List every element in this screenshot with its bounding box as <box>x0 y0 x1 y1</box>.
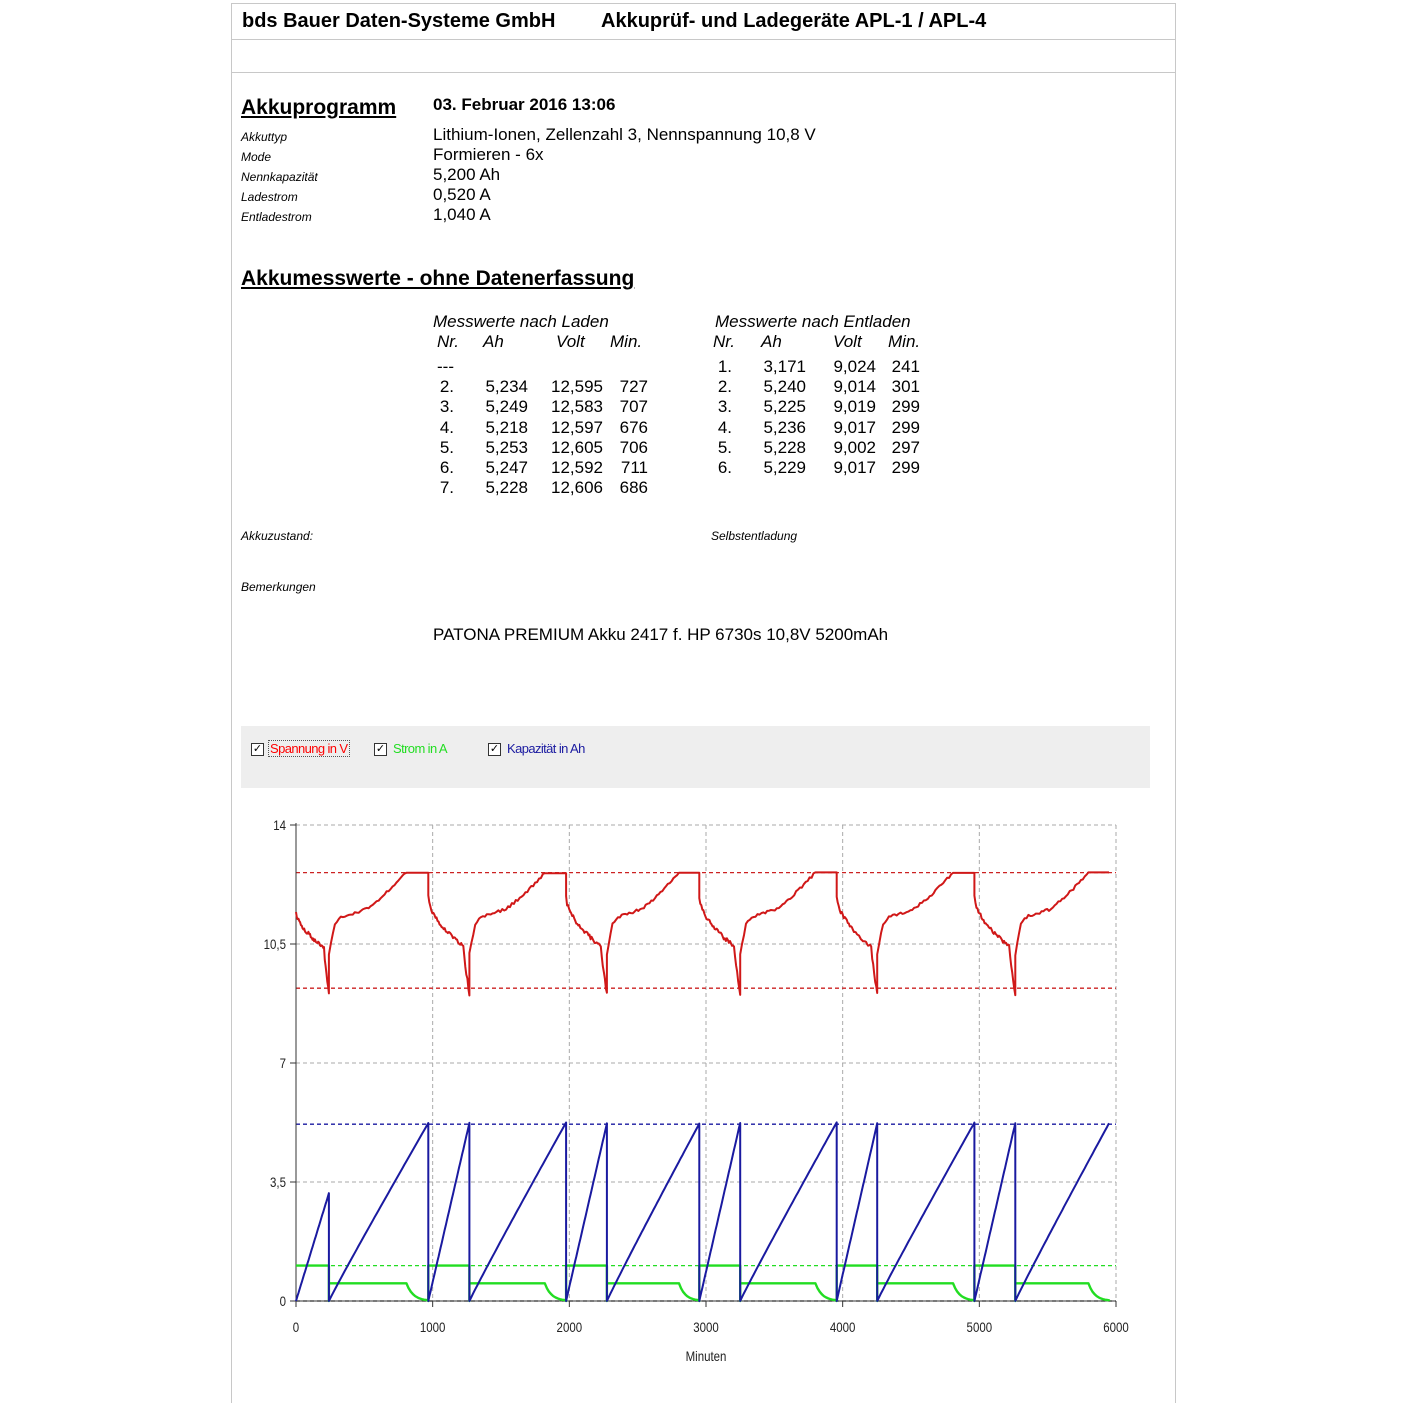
x-tick-label: 1000 <box>419 1318 446 1336</box>
program-datetime: 03. Februar 2016 13:06 <box>433 95 616 114</box>
discharge-table-cell: 241 <box>891 357 920 376</box>
company-name: bds Bauer Daten-Systeme GmbH <box>242 10 556 32</box>
program-title: Akkuprogramm <box>241 96 397 119</box>
capacity-series-line <box>296 1122 1109 1301</box>
discharge-table-cell: 3. <box>717 397 732 417</box>
voltage-series-line <box>296 872 1109 995</box>
field-value-nennkapazitaet: 5,200 Ah <box>433 165 501 184</box>
charge-table-cell: 12,595 <box>551 377 603 397</box>
charge-table-cell: 2. <box>439 377 454 397</box>
legend-current-label[interactable]: Strom in A <box>393 741 447 756</box>
discharge-table-cell: 299 <box>891 458 920 477</box>
discharge-table-cell: 9,014 <box>833 377 876 397</box>
discharge-table-cell: 299 <box>891 397 920 417</box>
discharge-table-cell: 301 <box>891 377 920 397</box>
charge-table-cell: 711 <box>620 458 648 477</box>
charge-table-cell: 707 <box>619 397 648 417</box>
charge-table-cell: 12,606 <box>551 478 603 498</box>
charge-table-cell: 3. <box>439 397 454 417</box>
field-label-ladestrom: Ladestrom <box>241 190 298 204</box>
product-name: Akkuprüf- und Ladegeräte APL-1 / APL-4 <box>601 10 987 32</box>
discharge-table-title: Messwerte nach Entladen <box>715 312 911 331</box>
x-tick-label: 5000 <box>966 1318 993 1336</box>
discharge-table-cell: 1. <box>717 357 732 376</box>
field-label-mode: Mode <box>241 150 272 164</box>
charge-table-header: Ah <box>483 332 504 351</box>
charge-table-cell: 5,228 <box>485 478 528 498</box>
remarks-label: Bemerkungen <box>241 580 316 594</box>
x-tick-label: 2000 <box>556 1318 583 1336</box>
selbstentladung-label: Selbstentladung <box>711 529 798 543</box>
discharge-table-cell: 9,017 <box>833 417 876 437</box>
discharge-table-cell: 9,019 <box>833 397 876 417</box>
charge-table-cell: --- <box>437 357 454 376</box>
charge-table-title: Messwerte nach Laden <box>433 312 609 331</box>
charge-table-cell: 5. <box>439 437 454 457</box>
remarks-text: PATONA PREMIUM Akku 2417 f. HP 6730s 10,8V 5200mAh <box>433 625 889 644</box>
field-value-mode: Formieren - 6x <box>433 145 544 164</box>
current-checkbox[interactable]: ✓ <box>375 743 386 755</box>
charge-table-cell: 12,597 <box>551 417 603 437</box>
y-tick-label: 3,5 <box>270 1173 286 1191</box>
y-tick-label: 14 <box>273 816 286 834</box>
measurements-title: Akkumesswerte - ohne Datenerfassung <box>241 267 635 290</box>
discharge-table-header: Ah <box>761 332 782 351</box>
legend-capacity-label[interactable]: Kapazität in Ah <box>507 741 585 756</box>
y-tick-label: 7 <box>279 1054 286 1072</box>
charge-table-cell: 12,605 <box>551 437 603 457</box>
y-tick-label: 0 <box>279 1292 286 1310</box>
field-label-akkutyp: Akkuttyp <box>241 130 288 144</box>
field-value-ladestrom: 0,520 A <box>433 185 491 204</box>
discharge-table-cell: 4. <box>717 417 732 437</box>
akkuzustand-label: Akkuzustand: <box>241 529 314 543</box>
discharge-table-cell: 297 <box>891 437 920 457</box>
y-tick-label: 10,5 <box>263 935 286 953</box>
field-value-entladestrom: 1,040 A <box>433 205 491 224</box>
charge-table-cell: 5,234 <box>485 377 528 397</box>
x-tick-label: 0 <box>292 1318 300 1336</box>
discharge-table-cell: 2. <box>717 377 732 397</box>
charge-table-cell: 5,249 <box>485 397 528 417</box>
discharge-table-cell: 5,240 <box>763 377 806 397</box>
charge-table-cell: 5,253 <box>485 437 528 457</box>
discharge-table-cell: 5,229 <box>763 458 806 477</box>
discharge-table-header: Volt <box>833 332 862 351</box>
charge-table-header: Volt <box>556 332 585 351</box>
x-axis-label: Minuten <box>685 1347 727 1365</box>
charge-table-cell: 12,583 <box>551 397 603 417</box>
x-tick-label: 3000 <box>693 1318 719 1336</box>
discharge-table-cell: 5,236 <box>763 417 806 437</box>
voltage-checkbox[interactable]: ✓ <box>252 743 263 755</box>
charge-table-cell: 6. <box>439 458 454 477</box>
discharge-table-cell: 9,002 <box>833 437 876 457</box>
discharge-table-cell: 299 <box>891 417 920 437</box>
discharge-table-header: Nr. <box>713 332 736 351</box>
x-tick-label: 6000 <box>1103 1318 1129 1336</box>
charge-table-cell: 727 <box>619 377 648 397</box>
field-label-nennkapazitaet: Nennkapazität <box>241 170 318 184</box>
discharge-table-cell: 9,024 <box>833 357 876 376</box>
charge-table-cell: 676 <box>619 417 648 437</box>
discharge-table-header: Min. <box>888 332 921 351</box>
capacity-checkbox[interactable]: ✓ <box>489 743 500 755</box>
discharge-table-cell: 5,228 <box>763 437 806 457</box>
charge-table-cell: 5,218 <box>485 417 528 437</box>
charge-table-cell: 5,247 <box>485 458 528 477</box>
charge-table-cell: 7. <box>439 478 454 498</box>
charge-table-header: Nr. <box>437 332 460 351</box>
x-tick-label: 4000 <box>829 1318 856 1336</box>
discharge-table-cell: 5. <box>717 437 732 457</box>
charge-table-cell: 706 <box>619 437 648 457</box>
field-label-entladestrom: Entladestrom <box>241 210 312 224</box>
discharge-table-cell: 3,171 <box>763 357 806 376</box>
discharge-table-cell: 5,225 <box>763 397 806 417</box>
charge-table-cell: 12,592 <box>551 458 603 477</box>
field-value-akkutyp: Lithium-Ionen, Zellenzahl 3, Nennspannung 10,8 V <box>433 125 816 144</box>
discharge-table-cell: 6. <box>717 458 732 477</box>
legend-voltage-label[interactable]: Spannung in V <box>270 741 348 756</box>
charge-table-cell: 686 <box>619 478 648 498</box>
discharge-table-cell: 9,017 <box>833 458 876 477</box>
charge-table-cell: 4. <box>439 417 454 437</box>
charge-table-header: Min. <box>610 332 643 351</box>
